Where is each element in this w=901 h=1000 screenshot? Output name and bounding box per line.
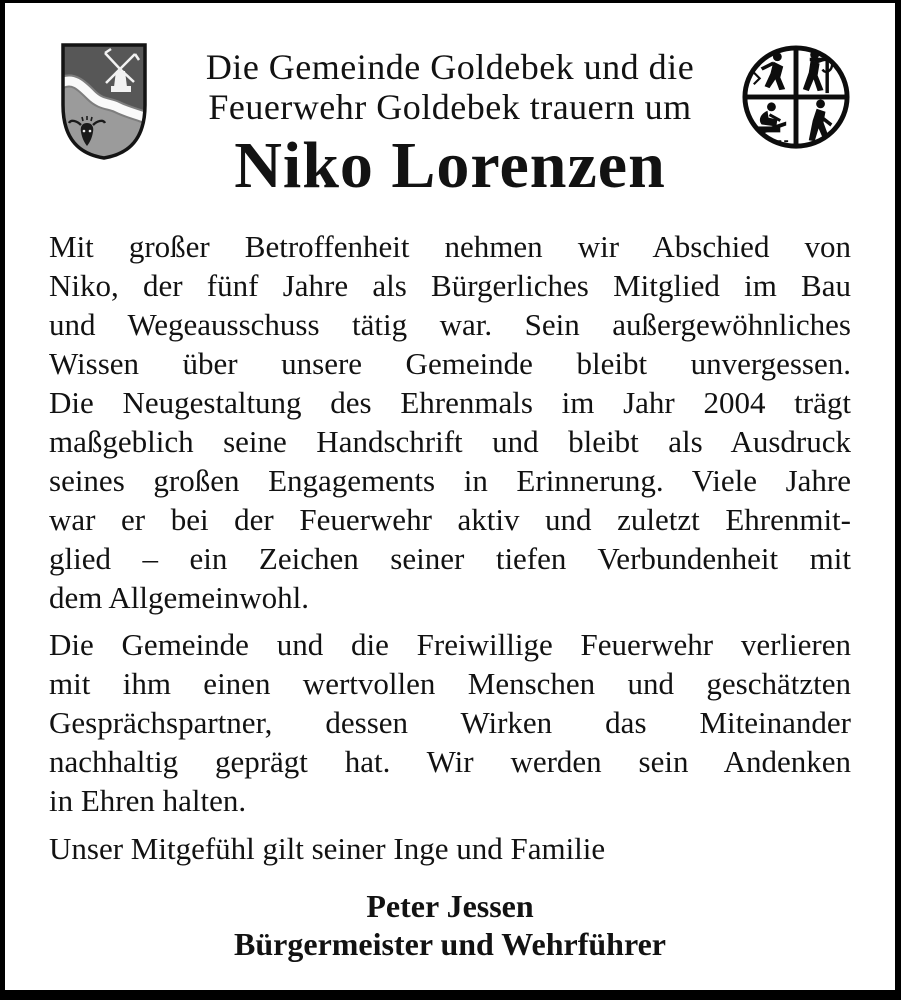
signature-role: Bürgermeister und Wehrführer — [234, 926, 666, 962]
paragraph-2 — [49, 625, 851, 820]
body-line: mit ihm einen wertvollen Menschen und geschätzten — [49, 666, 851, 701]
condolence-line: Unser Mitgefühl gilt seiner Inge und Familie — [49, 831, 606, 866]
body-line: Mit großer Betroffenheit nehmen wir Abschied von — [49, 229, 851, 264]
body-line: Gesprächspartner, dessen Wirken das Miteinander — [49, 705, 851, 740]
body-line: Niko, der fünf Jahre als Bürgerliches Mitglied im Bau — [49, 268, 851, 303]
body-line: maßgeblich seine Handschrift und bleibt als Ausdruck — [49, 424, 851, 459]
body-line: in Ehren halten. — [49, 783, 247, 818]
deceased-name-title: Niko Lorenzen — [234, 129, 666, 202]
body-line: Die Neugestaltung des Ehrenmals im Jahr 2004 trägt — [49, 385, 851, 420]
body-line: war er bei der Feuerwehr aktiv und zuletzt Ehrenmit- — [49, 502, 851, 537]
body-line: und Wegeausschuss tätig war. Sein außergewöhnliches — [49, 307, 851, 342]
obituary-page — [5, 3, 895, 990]
signature-name: Peter Jessen — [366, 888, 534, 924]
body-line: dem Allgemeinwohl. — [49, 580, 310, 615]
paragraph-1 — [49, 227, 851, 617]
notice-header — [5, 47, 895, 127]
obituary-body — [49, 227, 851, 868]
body-line: seines großen Engagements in Erinnerung. Viele Jahre — [49, 463, 851, 498]
header-line-1: Die Gemeinde Goldebek und die — [205, 47, 695, 87]
body-line: Wissen über unsere Gemeinde bleibt unvergessen. — [49, 346, 851, 381]
header-line-2: Feuerwehr Goldebek trauern um — [208, 87, 692, 127]
signature-block — [5, 887, 895, 963]
body-line: Die Gemeinde und die Freiwillige Feuerwehr verlieren — [49, 627, 851, 662]
body-line: nachhaltig geprägt hat. Wir werden sein Andenken — [49, 744, 851, 779]
body-line: glied – ein Zeichen seiner tiefen Verbundenheit mit — [49, 541, 851, 576]
